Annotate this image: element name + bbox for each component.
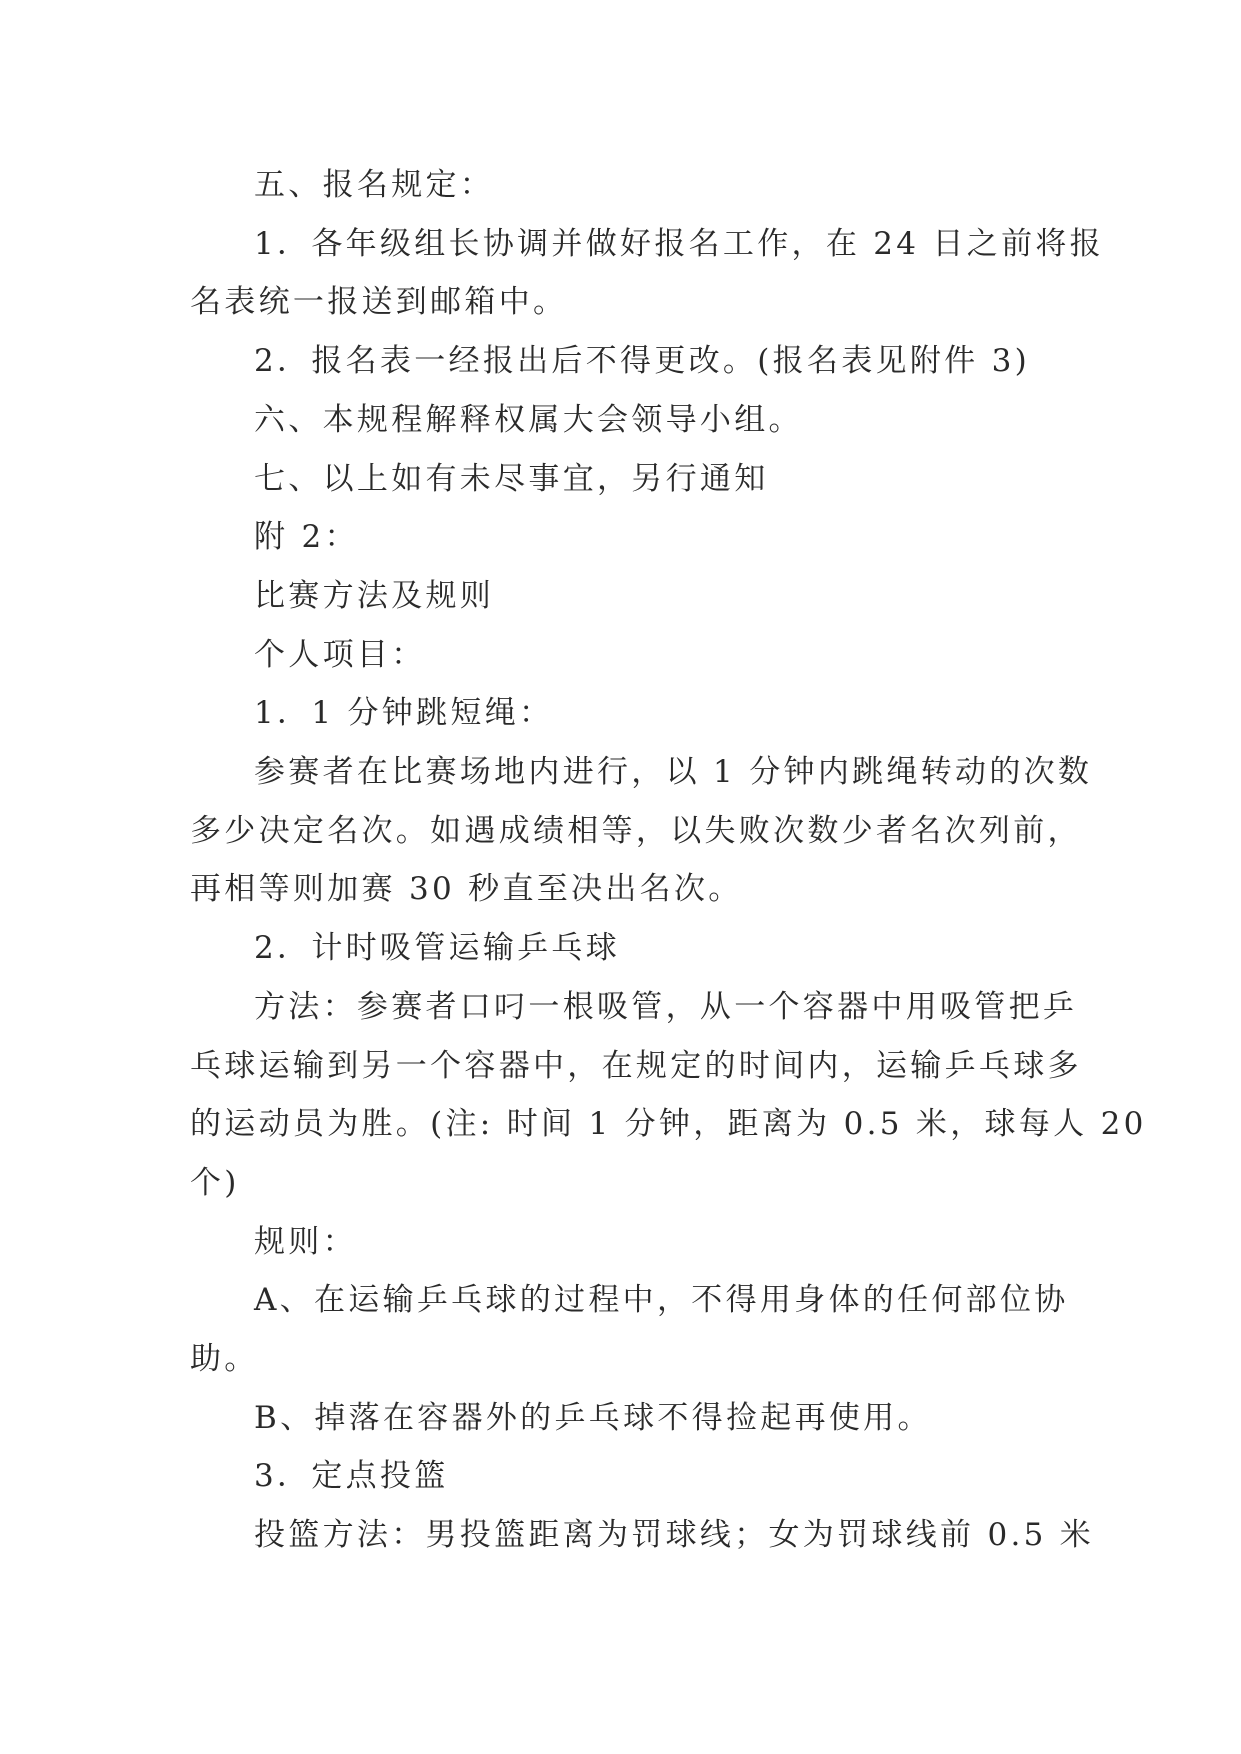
text-line: 附 2： — [254, 519, 359, 556]
text-line: 比赛方法及规则 — [254, 577, 495, 614]
text-line: 方法：参赛者口叼一根吸管，从一个容器中用吸管把乒 — [254, 988, 1078, 1025]
text-line: 2．计时吸管运输乒乓球 — [254, 930, 621, 967]
text-line: 多少决定名次。如遇成绩相等，以失败次数少者名次列前， — [190, 812, 1082, 849]
text-line: A、在运输乒乓球的过程中，不得用身体的任何部位协 — [254, 1282, 1069, 1319]
text-line: 个人项目： — [254, 636, 426, 673]
text-line: 1．1 分钟跳短绳： — [254, 695, 554, 732]
text-line: 参赛者在比赛场地内进行，以 1 分钟内跳绳转动的次数 — [254, 754, 1093, 791]
text-line: 1．各年级组长协调并做好报名工作，在 24 日之前将报 — [254, 225, 1104, 262]
text-line: 乓球运输到另一个容器中，在规定的时间内，运输乒乓球多 — [190, 1047, 1082, 1084]
text-line: 五、报名规定： — [254, 167, 495, 203]
text-line: 2．报名表一经报出后不得更改。(报名表见附件 3) — [254, 343, 1030, 380]
text-line: 七、以上如有未尽事宜，另行通知 — [254, 460, 769, 497]
text-line: 再相等则加赛 30 秒直至决出名次。 — [190, 871, 743, 908]
text-line: 投篮方法：男投篮距离为罚球线；女为罚球线前 0.5 米 — [254, 1517, 1095, 1554]
text-line: 六、本规程解释权属大会领导小组。 — [254, 401, 803, 438]
text-line: 助。 — [190, 1341, 259, 1378]
text-line: 的运动员为胜。(注: 时间 1 分钟，距离为 0.5 米，球每人 20 — [190, 1106, 1147, 1143]
text-line: 3．定点投篮 — [254, 1458, 449, 1495]
text-line: 个) — [190, 1164, 240, 1201]
text-line: 名表统一报送到邮箱中。 — [190, 284, 568, 321]
document-body — [190, 156, 1147, 1565]
text-line: B、掉落在容器外的乒乓球不得捡起再使用。 — [254, 1399, 932, 1436]
text-line: 规则： — [254, 1223, 357, 1260]
